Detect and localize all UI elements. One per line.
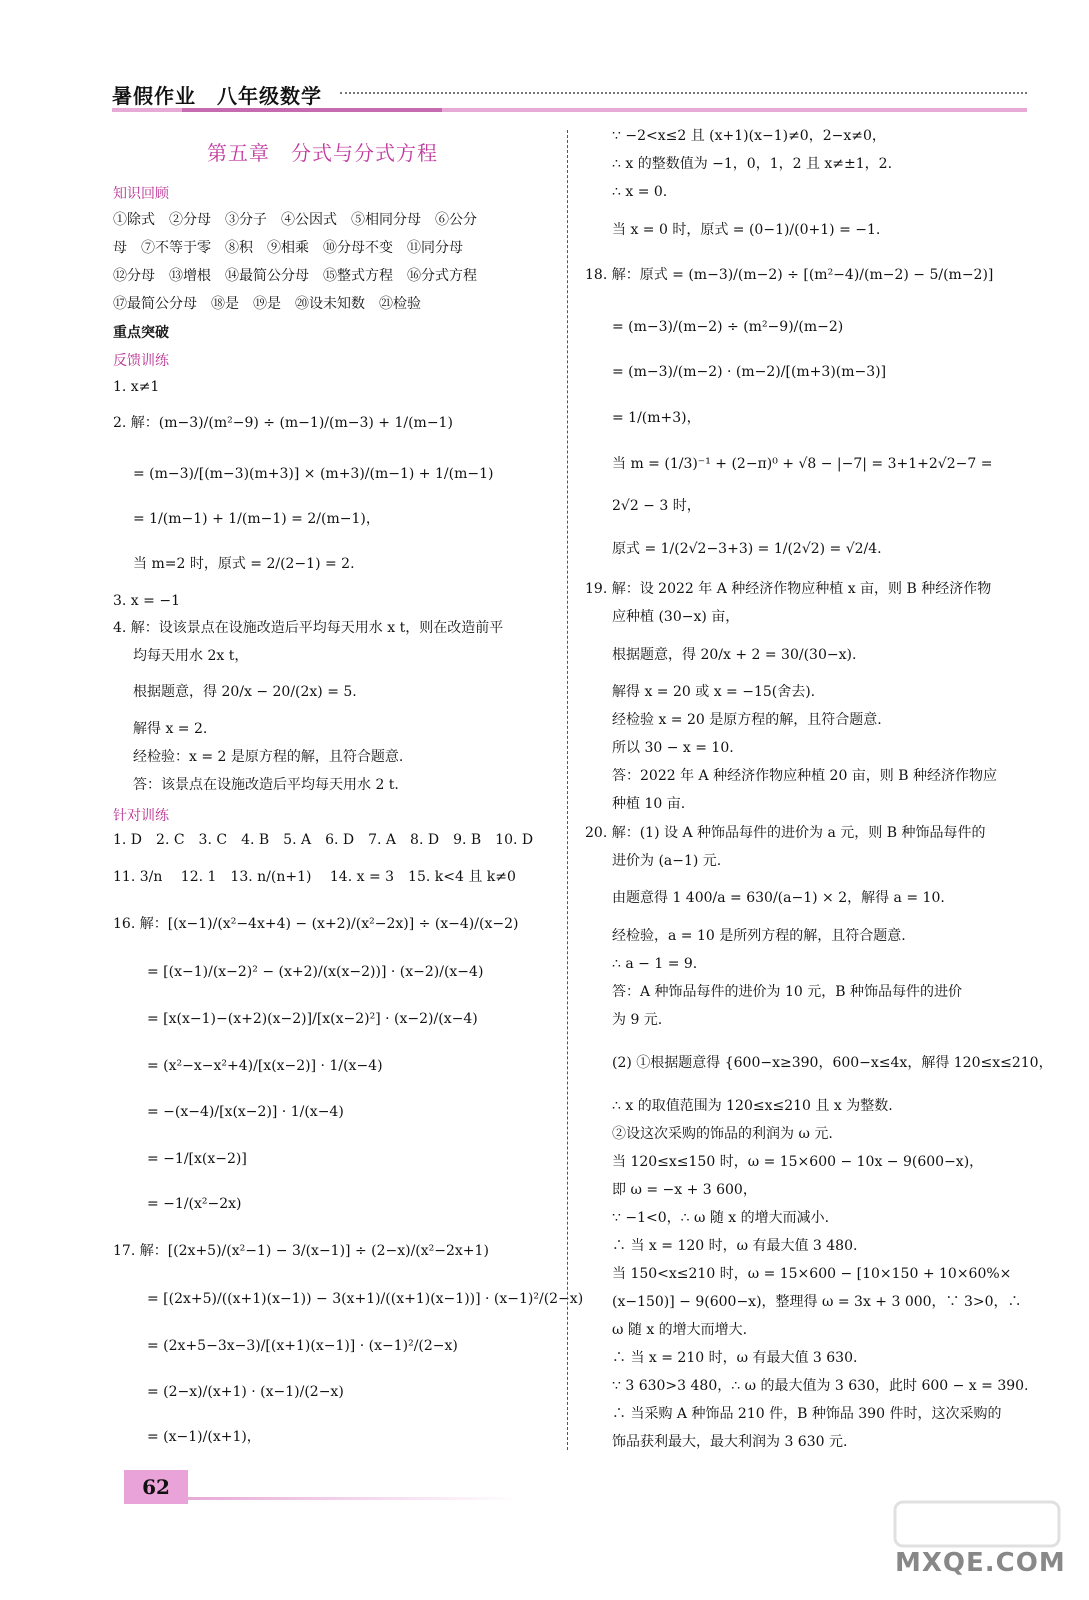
text-line: 由题意得 1 400/a = 630/(a−1) × 2，解得 a = 10. [612,890,945,906]
text-line: 19. 解：设 2022 年 A 种经济作物应种植 x 亩，则 B 种经济作物 [585,581,992,597]
section-heading: 针对训练 [113,808,169,824]
text-line: = [(2x+5)/((x+1)(x−1)) − 3(x+1)/((x+1)(x−1))] · (x−1)²/(2−x) [147,1291,584,1307]
section-heading: 知识回顾 [113,186,169,202]
text-line: = (2x+5−3x−3)/[(x+1)(x−1)] · (x−1)²/(2−x) [147,1338,458,1354]
text-line: ∵ 3 630>3 480，∴ ω 的最大值为 3 630，此时 600 − x = 390. [612,1378,1029,1394]
text-line: = (x−1)/(x+1)， [147,1429,261,1445]
text-line: ∴ 当 x = 120 时，ω 有最大值 3 480. [612,1238,858,1254]
text-line: 答：A 种饰品每件的进价为 10 元，B 种饰品每件的进价 [612,984,963,1000]
text-line: 答：该景点在设施改造后平均每天用水 2 t. [133,777,399,793]
text-line: 母 ⑦不等于零 ⑧积 ⑨相乘 ⑩分母不变 ⑪同分母 [113,240,463,256]
text-line: ⑫分母 ⑬增根 ⑭最简公分母 ⑮整式方程 ⑯分式方程 [113,268,477,284]
text-line: = (m−3)/(m−2) · (m−2)/[(m+3)(m−3)] [612,364,887,380]
text-line: 17. 解：[(2x+5)/(x²−1) − 3/(x−1)] ÷ (2−x)/(x²−2x+1) [113,1243,489,1259]
text-line: ∴ x = 0. [612,184,668,200]
text-line: 1. x≠1 [113,379,160,395]
text-line: 均每天用水 2x t， [133,648,249,664]
text-line: ②设这次采购的饰品的利润为 ω 元. [612,1126,833,1142]
text-line: 原式 = 1/(2√2−3+3) = 1/(2√2) = √2/4. [612,541,882,557]
text-line: 所以 30 − x = 10. [612,740,734,756]
text-line: = [(x−1)/(x−2)² − (x+2)/(x(x−2))] · (x−2)/(x−4) [147,964,484,980]
text-line: 18. 解：原式 = (m−3)/(m−2) ÷ [(m²−4)/(m−2) − 5/(m−2)] [585,267,994,283]
chapter-title: 第五章 分式与分式方程 [207,141,438,165]
text-line: = (m−3)/(m−2) ÷ (m²−9)/(m−2) [612,319,844,335]
text-line: 1. D 2. C 3. C 4. B 5. A 6. D 7. A 8. D 9. B 10. D [113,832,534,848]
text-line: 当 150<x≤210 时，ω = 15×600 − [10×150 + 10×60%× [612,1266,1012,1282]
section-heading: 重点突破 [113,325,169,341]
text-line: 为 9 元. [612,1012,663,1028]
text-line: 2. 解：(m−3)/(m²−9) ÷ (m−1)/(m−3) + 1/(m−1) [113,415,453,431]
text-line: 解得 x = 2. [133,721,208,737]
page-header [112,80,1027,110]
text-line: 4. 解：设该景点在设施改造后平均每天用水 x t，则在改造前平 [113,620,504,636]
text-line: = −1/[x(x−2)] [147,1151,247,1167]
text-line: = −1/(x²−2x) [147,1196,242,1212]
text-line: 2√2 − 3 时， [612,498,701,514]
text-line: 解得 x = 20 或 x = −15(舍去). [612,684,816,700]
text-line: 当 m = (1/3)⁻¹ + (2−π)⁰ + √8 − |−7| = 3+1+2√2−7 = [612,456,993,472]
text-line: = [x(x−1)−(x+2)(x−2)]/[x(x−2)²] · (x−2)/(x−4) [147,1011,478,1027]
text-line: 根据题意，得 20/x − 20/(2x) = 5. [133,684,357,700]
text-line: = (2−x)/(x+1) · (x−1)/(2−x) [147,1384,344,1400]
text-line: 应种植 (30−x) 亩， [612,609,740,625]
text-line: = −(x−4)/[x(x−2)] · 1/(x−4) [147,1104,344,1120]
watermark-text: MXQE.COM [895,1548,1066,1578]
text-line: 进价为 (a−1) 元. [612,853,722,869]
text-line: 经检验 x = 20 是原方程的解，且符合题意. [612,712,882,728]
header-title: 暑假作业 八年级数学 [112,84,322,108]
text-line: (2) ①根据题意得 {600−x≥390，600−x≤4x，解得 120≤x≤210， [612,1055,1053,1071]
text-line: ∵ −1<0，∴ ω 随 x 的增大而减小. [612,1210,830,1226]
text-line: = 1/(m−1) + 1/(m−1) = 2/(m−1)， [133,511,380,527]
text-line: 当 x = 0 时，原式 = (0−1)/(0+1) = −1. [612,222,881,238]
text-line: ∴ 当 x = 210 时，ω 有最大值 3 630. [612,1350,858,1366]
text-line: ω 随 x 的增大而增大. [612,1322,748,1338]
text-line: 16. 解：[(x−1)/(x²−4x+4) − (x+2)/(x²−2x)] ÷ (x−4)/(x−2) [113,916,519,932]
text-line: = (m−3)/[(m−3)(m+3)] × (m+3)/(m−1) + 1/(m−1) [133,466,494,482]
text-line: 当 m=2 时，原式 = 2/(2−1) = 2. [133,556,355,572]
header-bar-accent [182,108,442,112]
text-line: 3. x = −1 [113,593,180,609]
text-line: 20. 解：(1) 设 A 种饰品每件的进价为 a 元，则 B 种饰品每件的 [585,825,986,841]
text-line: = 1/(m+3)， [612,410,701,426]
text-line: ①除式 ②分母 ③分子 ④公因式 ⑤相同分母 ⑥公分 [113,212,477,228]
header-dotted-rule [340,92,1027,94]
text-line: (x−150)] − 9(600−x)，整理得 ω = 3x + 3 000，∵ 3>0，∴ [612,1294,1022,1310]
text-line: 根据题意，得 20/x + 2 = 30/(30−x). [612,647,857,663]
text-line: ⑰最简公分母 ⑱是 ⑲是 ⑳设未知数 ㉑检验 [113,296,421,312]
footer-bar [188,1497,518,1500]
text-line: 即 ω = −x + 3 600， [612,1182,757,1198]
section-heading: 反馈训练 [113,353,169,369]
text-line: ∴ a − 1 = 9. [612,956,698,972]
text-line: 11. 3/n 12. 1 13. n/(n+1) 14. x = 3 15. k<4 且 k≠0 [113,869,516,885]
text-line: 答：2022 年 A 种经济作物应种植 20 亩，则 B 种经济作物应 [612,768,997,784]
text-line: ∵ −2<x≤2 且 (x+1)(x−1)≠0，2−x≠0， [612,128,886,144]
column-divider [567,130,568,1450]
text-line: ∴ x 的取值范围为 120≤x≤210 且 x 为整数. [612,1098,893,1114]
text-line: 当 120≤x≤150 时，ω = 15×600 − 10x − 9(600−x)， [612,1154,984,1170]
text-line: 经检验：x = 2 是原方程的解，且符合题意. [133,749,404,765]
page-number: 62 [124,1470,188,1504]
text-line: ∴ x 的整数值为 −1，0，1，2 且 x≠±1，2. [612,156,893,172]
text-line: 经检验，a = 10 是所列方程的解，且符合题意. [612,928,906,944]
text-line: 种植 10 亩. [612,796,686,812]
text-line: 饰品获利最大，最大利润为 3 630 元. [612,1434,848,1450]
text-line: = (x²−x−x²+4)/[x(x−2)] · 1/(x−4) [147,1058,383,1074]
text-line: ∴ 当采购 A 种饰品 210 件，B 种饰品 390 件时，这次采购的 [612,1406,1002,1422]
